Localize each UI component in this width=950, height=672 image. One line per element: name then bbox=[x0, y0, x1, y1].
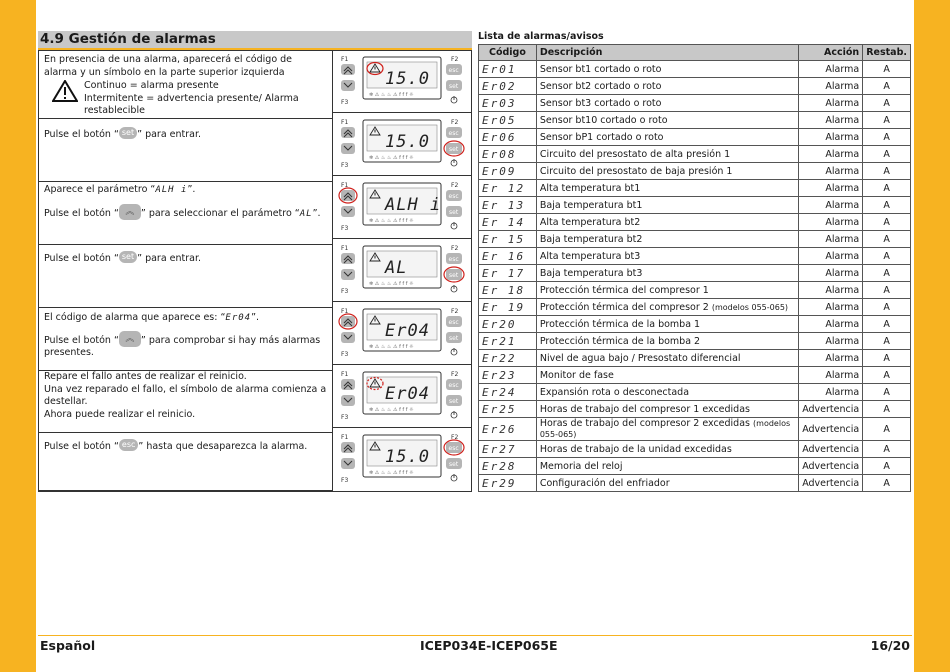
set-label: set bbox=[449, 461, 459, 468]
header-description: Descripción bbox=[536, 45, 798, 61]
f3-label: F3 bbox=[341, 162, 349, 169]
alarm-reset-cell: A bbox=[863, 350, 911, 367]
table-row bbox=[479, 475, 911, 492]
f2-label: F2 bbox=[451, 245, 459, 252]
alarm-action-cell: Alarma bbox=[799, 129, 863, 146]
controller-illustration bbox=[337, 242, 467, 300]
alarm-code-cell: Er25 bbox=[479, 401, 537, 418]
right-accent-bar bbox=[914, 0, 950, 672]
down-button bbox=[341, 332, 355, 343]
alarm-action-cell: Advertencia bbox=[799, 401, 863, 418]
step-check-alarms bbox=[39, 308, 333, 371]
alarm-description-cell bbox=[536, 112, 798, 129]
step-text: En presencia de una alarma, aparecerá el código de alarma y un símbolo en la parte superior izquierda bbox=[44, 54, 293, 78]
f3-label: F3 bbox=[341, 288, 349, 295]
controller-display bbox=[333, 429, 471, 491]
alarm-code-cell: Er05 bbox=[479, 112, 537, 129]
alarm-description-cell bbox=[536, 384, 798, 401]
alarm-code-cell: Er29 bbox=[479, 475, 537, 492]
indicator-row: ❄ ⚠ ♨ ♨ ⚠ f f f ☼ bbox=[369, 92, 414, 98]
f2-label: F2 bbox=[451, 182, 459, 189]
warning-legend bbox=[44, 80, 327, 118]
f2-label: F2 bbox=[451, 308, 459, 315]
controller-display bbox=[333, 177, 471, 239]
down-button bbox=[341, 143, 355, 154]
description-note: (modelos 055-065) bbox=[711, 302, 789, 312]
step-text: Pulse el botón “ bbox=[44, 441, 119, 452]
alarm-action-cell: Alarma bbox=[799, 367, 863, 384]
display-value: 15.0 bbox=[385, 447, 430, 467]
alarm-reset-cell: A bbox=[863, 299, 911, 316]
indicator-row: ❄ ⚠ ♨ ♨ ⚠ f f f ☼ bbox=[369, 218, 414, 224]
alarm-description-cell bbox=[536, 299, 798, 316]
alarm-action-cell: Advertencia bbox=[799, 441, 863, 458]
alarm-code-cell: Er03 bbox=[479, 95, 537, 112]
alarm-code-cell: Er09 bbox=[479, 163, 537, 180]
table-row bbox=[479, 214, 911, 231]
param-code: ALH i bbox=[155, 185, 188, 195]
indicator-row: ❄ ⚠ ♨ ♨ ⚠ f f f ☼ bbox=[369, 470, 414, 476]
alarm-description-cell bbox=[536, 95, 798, 112]
table-row bbox=[479, 458, 911, 475]
alarm-action-cell: Alarma bbox=[799, 333, 863, 350]
alarm-description-cell bbox=[536, 458, 798, 475]
alarm-code-cell: Er 19 bbox=[479, 299, 537, 316]
alarm-action-cell: Alarma bbox=[799, 231, 863, 248]
f3-label: F3 bbox=[341, 477, 349, 484]
alarm-action-cell: Alarma bbox=[799, 197, 863, 214]
footer-page-number: 16/20 bbox=[870, 638, 910, 653]
description-text: Monitor de fase bbox=[539, 369, 614, 381]
f3-label: F3 bbox=[341, 414, 349, 421]
alarm-description-cell bbox=[536, 367, 798, 384]
table-header-row bbox=[479, 45, 911, 61]
section-title bbox=[38, 31, 472, 48]
alarm-description-cell bbox=[536, 180, 798, 197]
step-text: Pulse el botón “ bbox=[44, 207, 119, 219]
alarm-description-cell bbox=[536, 401, 798, 418]
step-text: ” para entrar. bbox=[137, 253, 202, 264]
alarm-reset-cell: A bbox=[863, 112, 911, 129]
controller-display bbox=[333, 303, 471, 365]
step-alarm-presence bbox=[39, 51, 333, 119]
table-row bbox=[479, 401, 911, 418]
alarm-description-cell bbox=[536, 282, 798, 299]
down-button bbox=[341, 80, 355, 91]
alarm-triangle-mark bbox=[375, 445, 376, 448]
step-text: ” para seleccionar el parámetro “ bbox=[140, 207, 300, 219]
table-row bbox=[479, 265, 911, 282]
section-number: 4.9 bbox=[40, 31, 64, 47]
section-title-text: Gestión de alarmas bbox=[68, 31, 216, 47]
table-row bbox=[479, 418, 911, 441]
description-text: Sensor bt3 cortado o roto bbox=[539, 97, 662, 109]
esc-label: esc bbox=[448, 130, 459, 137]
table-row bbox=[479, 333, 911, 350]
description-text: Sensor bt1 cortado o roto bbox=[539, 63, 662, 75]
alarm-code: Er04 bbox=[225, 313, 252, 323]
description-text: Nivel de agua bajo / Presostato diferencial bbox=[539, 352, 741, 364]
indicator-row: ❄ ⚠ ♨ ♨ ⚠ f f f ☼ bbox=[369, 155, 414, 161]
alarm-reset-cell: A bbox=[863, 384, 911, 401]
table-row bbox=[479, 146, 911, 163]
step-text: Ahora puede realizar el reinicio. bbox=[44, 408, 196, 420]
alarm-reset-cell: A bbox=[863, 367, 911, 384]
header-reset: Restab. bbox=[863, 45, 911, 61]
description-text: Baja temperatura bt2 bbox=[539, 233, 643, 245]
alarm-action-cell: Alarma bbox=[799, 163, 863, 180]
alarm-code-cell: Er01 bbox=[479, 61, 537, 78]
up-button-ref: ︽ bbox=[119, 204, 141, 220]
table-row bbox=[479, 231, 911, 248]
alarm-reset-cell: A bbox=[863, 214, 911, 231]
table-row bbox=[479, 367, 911, 384]
alarm-action-cell: Alarma bbox=[799, 95, 863, 112]
table-row bbox=[479, 384, 911, 401]
alarm-triangle-mark bbox=[375, 319, 376, 322]
alarm-reset-cell: A bbox=[863, 265, 911, 282]
alarm-code-cell: Er 17 bbox=[479, 265, 537, 282]
alarm-code-cell: Er 18 bbox=[479, 282, 537, 299]
table-row bbox=[479, 350, 911, 367]
step-text: El código de alarma que aparece es: “ bbox=[44, 312, 226, 323]
controller-illustration bbox=[337, 179, 467, 237]
alarm-description-cell bbox=[536, 163, 798, 180]
step-press-esc bbox=[39, 433, 333, 491]
alarm-description-cell bbox=[536, 350, 798, 367]
f1-label: F1 bbox=[341, 371, 349, 378]
alarm-reset-cell: A bbox=[863, 146, 911, 163]
alarm-code-cell: Er24 bbox=[479, 384, 537, 401]
esc-label: esc bbox=[448, 319, 459, 326]
description-text: Horas de trabajo del compresor 1 excedidas bbox=[539, 403, 750, 415]
alarm-reset-cell: A bbox=[863, 316, 911, 333]
f2-label: F2 bbox=[451, 56, 459, 63]
display-value: ALH i bbox=[385, 195, 442, 215]
display-value: Er04 bbox=[385, 384, 430, 404]
step-text: ”. bbox=[187, 184, 196, 195]
description-text: Memoria del reloj bbox=[539, 460, 623, 472]
display-value: 15.0 bbox=[385, 69, 430, 89]
description-text: Circuito del presostato de baja presión 1 bbox=[539, 165, 733, 177]
step-text: ”. bbox=[312, 207, 321, 219]
alarm-action-cell: Alarma bbox=[799, 61, 863, 78]
description-text: Protección térmica del compresor 1 bbox=[539, 284, 709, 296]
alarm-description-cell bbox=[536, 316, 798, 333]
set-button-ref: set bbox=[119, 251, 137, 263]
alarm-code-cell: Er02 bbox=[479, 78, 537, 95]
step-press-set-2 bbox=[39, 245, 333, 308]
alarm-action-cell: Alarma bbox=[799, 299, 863, 316]
alarm-action-cell: Alarma bbox=[799, 112, 863, 129]
alarm-description-cell bbox=[536, 231, 798, 248]
description-text: Circuito del presostato de alta presión 1 bbox=[539, 148, 731, 160]
alarm-code-cell: Er 15 bbox=[479, 231, 537, 248]
step-text: Pulse el botón “ bbox=[44, 334, 119, 346]
description-text: Baja temperatura bt1 bbox=[539, 199, 643, 211]
alarm-action-cell: Alarma bbox=[799, 214, 863, 231]
alarm-action-cell: Alarma bbox=[799, 350, 863, 367]
procedure-panel bbox=[38, 50, 472, 492]
alarm-triangle-mark bbox=[375, 67, 376, 70]
f1-label: F1 bbox=[341, 182, 349, 189]
header-action: Acción bbox=[799, 45, 863, 61]
alarm-action-cell: Alarma bbox=[799, 78, 863, 95]
alarm-triangle-mark bbox=[375, 382, 376, 385]
param-code: AL bbox=[299, 208, 313, 219]
esc-label: esc bbox=[448, 256, 459, 263]
f1-label: F1 bbox=[341, 308, 349, 315]
alarm-action-cell: Alarma bbox=[799, 384, 863, 401]
up-button-ref: ︽ bbox=[119, 331, 141, 347]
alarm-reset-cell: A bbox=[863, 418, 911, 441]
alarm-description-cell bbox=[536, 129, 798, 146]
description-text: Alta temperatura bt3 bbox=[539, 250, 641, 262]
esc-label: esc bbox=[448, 382, 459, 389]
alarm-action-cell: Alarma bbox=[799, 146, 863, 163]
alarm-action-cell: Alarma bbox=[799, 316, 863, 333]
description-text: Expansión rota o desconectada bbox=[539, 386, 690, 398]
table-row bbox=[479, 95, 911, 112]
controller-display bbox=[333, 240, 471, 302]
warning-flashing-text: Intermitente = advertencia presente/ Alarma restablecible bbox=[84, 92, 299, 116]
step-text: Una vez reparado el fallo, el símbolo de alarma comienza a destellar. bbox=[44, 383, 327, 407]
alarm-reset-cell: A bbox=[863, 475, 911, 492]
f1-label: F1 bbox=[341, 245, 349, 252]
description-text: Baja temperatura bt3 bbox=[539, 267, 643, 279]
alarm-description-cell bbox=[536, 146, 798, 163]
alarm-code-cell: Er 12 bbox=[479, 180, 537, 197]
warning-triangle-icon bbox=[52, 80, 78, 102]
esc-label: esc bbox=[448, 193, 459, 200]
controller-illustration bbox=[337, 116, 467, 174]
table-row bbox=[479, 78, 911, 95]
alarm-action-cell: Advertencia bbox=[799, 475, 863, 492]
table-row bbox=[479, 282, 911, 299]
indicator-row: ❄ ⚠ ♨ ♨ ⚠ f f f ☼ bbox=[369, 281, 414, 287]
footer-language: Español bbox=[40, 638, 96, 653]
description-note: (modelos 055-065) bbox=[539, 419, 791, 439]
display-value: AL bbox=[385, 258, 408, 278]
alarm-description-cell bbox=[536, 333, 798, 350]
indicator-row: ❄ ⚠ ♨ ♨ ⚠ f f f ☼ bbox=[369, 344, 414, 350]
f3-label: F3 bbox=[341, 99, 349, 106]
set-label: set bbox=[449, 335, 459, 342]
alarm-list-title: Lista de alarmas/avisos bbox=[478, 31, 604, 42]
controller-display bbox=[333, 366, 471, 428]
alarm-triangle-mark bbox=[375, 193, 376, 196]
esc-label: esc bbox=[448, 67, 459, 74]
description-text: Horas de trabajo del compresor 2 excedidas bbox=[539, 418, 750, 429]
controller-displays bbox=[333, 51, 471, 491]
controller-illustration bbox=[337, 368, 467, 426]
alarm-reset-cell: A bbox=[863, 248, 911, 265]
alarm-description-cell bbox=[536, 441, 798, 458]
alarm-description-cell bbox=[536, 78, 798, 95]
alarm-reset-cell: A bbox=[863, 163, 911, 180]
controller-display bbox=[333, 51, 471, 113]
alarm-code-cell: Er 16 bbox=[479, 248, 537, 265]
table-row bbox=[479, 180, 911, 197]
description-text: Alta temperatura bt2 bbox=[539, 216, 641, 228]
set-label: set bbox=[449, 272, 459, 279]
step-text: Repare el fallo antes de realizar el reinicio. bbox=[44, 371, 247, 382]
esc-button-ref: esc bbox=[119, 439, 139, 451]
set-label: set bbox=[449, 209, 459, 216]
f2-label: F2 bbox=[451, 119, 459, 126]
alarm-reset-cell: A bbox=[863, 282, 911, 299]
alarm-description-cell bbox=[536, 248, 798, 265]
table-row bbox=[479, 248, 911, 265]
set-label: set bbox=[449, 83, 459, 90]
description-text: Configuración del enfriador bbox=[539, 477, 670, 489]
alarm-reset-cell: A bbox=[863, 333, 911, 350]
left-accent-bar bbox=[0, 0, 36, 672]
alarm-description-cell bbox=[536, 475, 798, 492]
alarm-reset-cell: A bbox=[863, 458, 911, 475]
alarm-description-cell bbox=[536, 197, 798, 214]
alarm-reset-cell: A bbox=[863, 95, 911, 112]
alarm-code-cell: Er20 bbox=[479, 316, 537, 333]
alarm-triangle-mark bbox=[375, 256, 376, 259]
alarm-code-cell: Er 13 bbox=[479, 197, 537, 214]
alarm-action-cell: Advertencia bbox=[799, 418, 863, 441]
step-repair bbox=[39, 371, 333, 433]
alarm-action-cell: Advertencia bbox=[799, 458, 863, 475]
alarm-reset-cell: A bbox=[863, 129, 911, 146]
description-text: Protección térmica de la bomba 2 bbox=[539, 335, 701, 347]
f2-label: F2 bbox=[451, 371, 459, 378]
esc-label: esc bbox=[448, 445, 459, 452]
alarm-code-cell: Er26 bbox=[479, 418, 537, 441]
table-row bbox=[479, 441, 911, 458]
warning-steady-text: Continuo = alarma presente bbox=[84, 80, 219, 91]
alarm-action-cell: Alarma bbox=[799, 265, 863, 282]
table-row bbox=[479, 197, 911, 214]
alarm-code-cell: Er21 bbox=[479, 333, 537, 350]
f2-label: F2 bbox=[451, 434, 459, 441]
alarm-code-cell: Er06 bbox=[479, 129, 537, 146]
step-text: ” para entrar. bbox=[137, 129, 202, 140]
alarm-code-cell: Er22 bbox=[479, 350, 537, 367]
alarm-code-cell: Er08 bbox=[479, 146, 537, 163]
alarm-action-cell: Alarma bbox=[799, 282, 863, 299]
step-text: ”. bbox=[251, 312, 260, 323]
controller-illustration bbox=[337, 53, 467, 111]
alarm-action-cell: Alarma bbox=[799, 180, 863, 197]
alarm-table bbox=[478, 44, 911, 492]
description-text: Alta temperatura bt1 bbox=[539, 182, 641, 194]
step-text: Pulse el botón “ bbox=[44, 253, 119, 264]
table-row bbox=[479, 112, 911, 129]
down-button bbox=[341, 269, 355, 280]
f3-label: F3 bbox=[341, 225, 349, 232]
indicator-row: ❄ ⚠ ♨ ♨ ⚠ f f f ☼ bbox=[369, 407, 414, 413]
table-row bbox=[479, 299, 911, 316]
footer-rule bbox=[38, 635, 912, 636]
alarm-code-cell: Er 14 bbox=[479, 214, 537, 231]
description-text: Sensor bt10 cortado o roto bbox=[539, 114, 668, 126]
step-text: Pulse el botón “ bbox=[44, 129, 119, 140]
alarm-code-cell: Er28 bbox=[479, 458, 537, 475]
description-text: Protección térmica de la bomba 1 bbox=[539, 318, 701, 330]
f1-label: F1 bbox=[341, 56, 349, 63]
down-button bbox=[341, 395, 355, 406]
table-row bbox=[479, 316, 911, 333]
step-press-set-1 bbox=[39, 119, 333, 182]
alarm-reset-cell: A bbox=[863, 441, 911, 458]
description-text: Sensor bP1 cortado o roto bbox=[539, 131, 664, 143]
step-text: Aparece el parámetro “ bbox=[44, 184, 156, 195]
set-label: set bbox=[449, 146, 459, 153]
display-value: 15.0 bbox=[385, 132, 430, 152]
step-text: ” para comprobar si hay más alarmas presentes. bbox=[44, 334, 321, 358]
set-button-ref: set bbox=[119, 127, 137, 139]
alarm-reset-cell: A bbox=[863, 231, 911, 248]
f1-label: F1 bbox=[341, 434, 349, 441]
f3-label: F3 bbox=[341, 351, 349, 358]
controller-illustration bbox=[337, 305, 467, 363]
alarm-code-cell: Er27 bbox=[479, 441, 537, 458]
alarm-reset-cell: A bbox=[863, 401, 911, 418]
down-button bbox=[341, 458, 355, 469]
controller-display bbox=[333, 114, 471, 176]
description-text: Sensor bt2 cortado o roto bbox=[539, 80, 662, 92]
table-row bbox=[479, 129, 911, 146]
alarm-reset-cell: A bbox=[863, 61, 911, 78]
header-code: Código bbox=[479, 45, 537, 61]
display-value: Er04 bbox=[385, 321, 430, 341]
alarm-description-cell bbox=[536, 61, 798, 78]
alarm-description-cell bbox=[536, 418, 798, 441]
controller-illustration bbox=[337, 431, 467, 489]
alarm-reset-cell: A bbox=[863, 180, 911, 197]
alarm-description-cell bbox=[536, 265, 798, 282]
alarm-triangle-mark bbox=[375, 130, 376, 133]
f1-label: F1 bbox=[341, 119, 349, 126]
alarm-description-cell bbox=[536, 214, 798, 231]
alarm-reset-cell: A bbox=[863, 197, 911, 214]
alarm-reset-cell: A bbox=[863, 78, 911, 95]
down-button bbox=[341, 206, 355, 217]
alarm-action-cell: Alarma bbox=[799, 248, 863, 265]
description-text: Protección térmica del compresor 2 bbox=[539, 301, 709, 313]
footer-model: ICEP034E-ICEP065E bbox=[420, 638, 558, 653]
set-label: set bbox=[449, 398, 459, 405]
step-select-parameter bbox=[39, 182, 333, 245]
table-row bbox=[479, 61, 911, 78]
table-row bbox=[479, 163, 911, 180]
alarm-code-cell: Er23 bbox=[479, 367, 537, 384]
description-text: Horas de trabajo de la unidad excedidas bbox=[539, 443, 732, 455]
step-text: ” hasta que desaparezca la alarma. bbox=[138, 441, 308, 452]
